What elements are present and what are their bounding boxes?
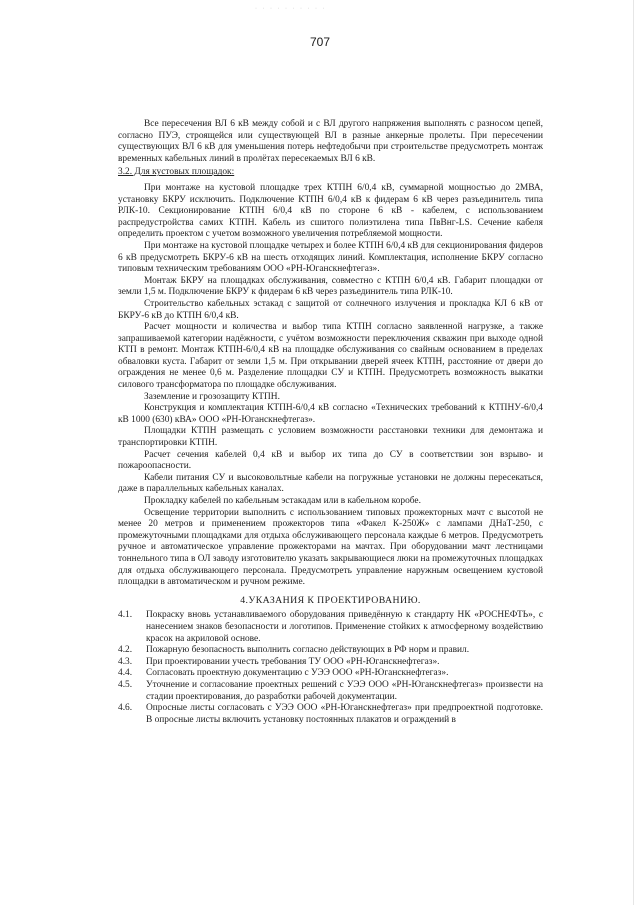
item-text: Уточнение и согласование проектных решений с УЭЭ ООО «РН-Юганскнефтегаз» произвести на стадии проектирования, до разработки рабочей документации. bbox=[146, 679, 543, 702]
list-item bbox=[118, 668, 543, 680]
item-number: 4.4. bbox=[118, 668, 133, 679]
intro-paragraph: Все пересечения ВЛ 6 кВ между собой и с ВЛ другого напряжения выполнять с разносом цепей, согласно ПУЭ, строящейся или существующей ВЛ в разные анкерные пролеты. При пересечении существующих ВЛ 6 кВ для уменьшения потерь нефтедобычи при строительстве предусмотреть монтаж временных кабельных линий в пролётах пересекаемых ВЛ 6 кВ. bbox=[118, 119, 543, 164]
item-text: Согласовать проектную документацию с УЭЭ ООО «РН-Юганскнефтегаз». bbox=[146, 668, 449, 679]
item-text: При проектировании учесть требования ТУ ООО «РН-Юганскнефтегаз». bbox=[146, 656, 440, 667]
section-3-2-heading: 3.2. Для кустовых площадок: bbox=[118, 167, 235, 178]
paragraph: Монтаж БКРУ на площадках обслуживания, совместно с КТПН 6/0,4 кВ. Габарит площадки от земли 1,5 м. Подключение БКРУ к фидерам 6 кВ через разъединитель типа РЛК-10. bbox=[118, 275, 543, 298]
paragraph: Расчет сечения кабелей 0,4 кВ и выбор их типа до СУ в соответствии зон взрыво- и пожароопасности. bbox=[118, 449, 543, 472]
paragraph: Конструкция и комплектация КТПН-6/0,4 кВ согласно «Технических требований к КТПНУ-6/0,4 кВ 1000 (630) кВА» ООО «РН-Юганскнефтегаз». bbox=[118, 403, 543, 425]
scan-edge bbox=[633, 0, 634, 905]
paragraph: Строительство кабельных эстакад с защитой от солнечного излучения и прокладка КЛ 6 кВ от БКРУ-6 кВ до КТПН 6/0,4 кВ. bbox=[118, 298, 543, 321]
paragraph: Расчет мощности и количества и выбор типа КТПН согласно заявленной нагрузке, а также запрашиваемой категории надёжности, с учётом возможности переключения скважин при выходе одной КТП в ремонт. Монтаж КТПН-6/0,4 кВ на площадке обслуживания со свайным основанием в пределах обваловки куста. Габарит от земли 1,5 м. При открывании дверей ячеек КТПН, расстояние от двери до ограждения не менее 0,6 м. Разделение площадки СУ и КТПН. Предусмотреть возможность выкатки силового трансформатора по площадке обслуживания. bbox=[118, 322, 543, 391]
list-item bbox=[118, 610, 543, 645]
item-text: Покраску вновь устанавливаемого оборудования приведённую к стандарту НК «РОСНЕФТЬ», с нанесением знаков безопасности и логотипов. Применение стойких к атмосферному воздействию красок на акриловой основе. bbox=[146, 610, 543, 644]
page-number: 707 bbox=[309, 35, 331, 49]
list-item bbox=[118, 645, 543, 657]
paragraph: Кабели питания СУ и высоковольтные кабели на погружные установки не должны пересекаться, даже в параллельных кабельных каналах. bbox=[118, 472, 543, 495]
paragraph: Заземление и грозозащиту КТПН. bbox=[144, 391, 280, 402]
paragraph: При монтаже на кустовой площадке четырех и более КТПН 6/0,4 кВ для секционирования фидеров 6 кВ предусмотреть БКРУ-6 кВ на шесть отходящих линий. Комплектация, исполнение БКРУ согласно типовым техническим требованиям ООО «РН-Юганскнефтегаз». bbox=[118, 240, 543, 275]
list-item bbox=[118, 703, 543, 726]
item-number: 4.5. bbox=[118, 679, 133, 690]
list-item bbox=[118, 657, 543, 669]
list-item bbox=[118, 680, 543, 703]
paragraph: Площадки КТПН размещать с условием возможности расстановки техники для демонтажа и транспортировки КТПН. bbox=[118, 426, 543, 449]
paragraph: При монтаже на кустовой площадке трех КТПН 6/0,4 кВ, суммарной мощностью до 2МВА, установку БКРУ исключить. Подключение КТПН 6/0,4 кВ к фидерам 6 кВ через разъединитель типа РЛК-10. Секционирование КТПН 6/0,4 кВ по стороне 6 кВ - кабелем, с использованием распредустройства самих КТПН. Кабель из сшитого полиэтилена типа ПвВнг-LS. Сечение кабеля определить проектом с учетом возможного увеличения потребляемой мощности. bbox=[118, 182, 543, 240]
item-number: 4.6. bbox=[118, 703, 133, 714]
paragraph: Освещение территории выполнить с использованием типовых прожекторных мачт с высотой не менее 20 метров и применением прожекторов типа «Факел К-250Ж» с лампами ДНаТ-250, с промежуточными площадками для отдыха обслуживающего персонала каждые 6 метров. Предусмотреть ручное и автоматическое управление прожекторами на мачтах. При оборудовании мачт лестницами тоннельного типа в ОЛ заводу изготовителю указать закрывающиеся люки на промежуточных площадках для отдыха обслуживающего персонала. Предусмотреть управление наружным освещением кустовой площадки в автоматическом и ручном режиме. bbox=[118, 507, 543, 588]
item-number: 4.2. bbox=[118, 645, 133, 656]
paragraph: Прокладку кабелей по кабельным эстакадам или в кабельном коробе. bbox=[144, 496, 421, 506]
item-number: 4.3. bbox=[118, 656, 133, 667]
item-text: Пожарную безопасность выполнить согласно действующих в РФ норм и правил. bbox=[146, 645, 470, 656]
item-text: Опросные листы согласовать с УЭЭ ООО «РН-Юганскнефтегаз» при предпроектной подготовке. В опросные листы включить установку постоянных плакатов и ограждений в bbox=[146, 703, 543, 725]
document-body bbox=[118, 119, 543, 726]
section-4-heading: 4.УКАЗАНИЯ К ПРОЕКТИРОВАНИЮ. bbox=[240, 594, 421, 606]
requirements-list bbox=[118, 610, 543, 726]
item-number: 4.1. bbox=[118, 610, 133, 621]
scan-noise: · · · · · · · · · · bbox=[255, 6, 327, 12]
